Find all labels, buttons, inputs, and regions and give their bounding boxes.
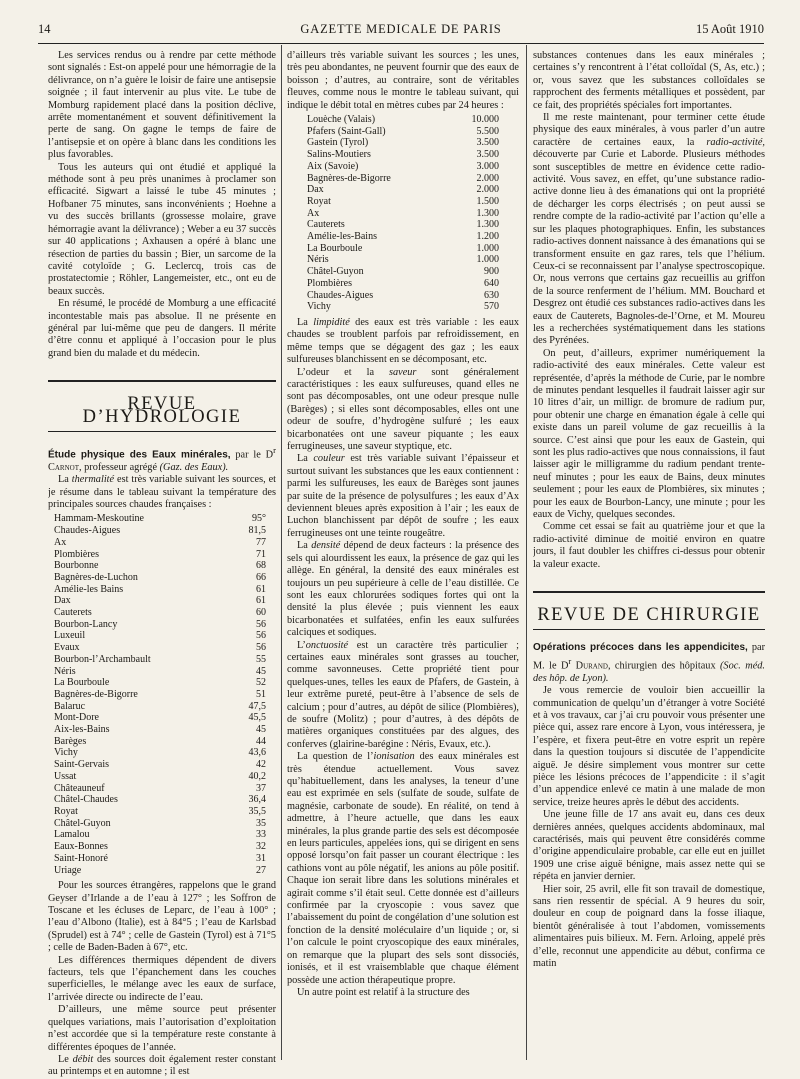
- source-name: Saint-Gervais: [54, 759, 109, 771]
- text-run: Il me reste maintenant, pour terminer cette étude physique des eaux minérales, à vous parler d’un autre caractère de certaines eaux, la: [533, 112, 765, 148]
- source-name: Bagnères-de-Bigorre: [54, 688, 138, 700]
- flow-table: [287, 114, 519, 313]
- paragraph: Un autre point est relatif à la structure des: [297, 986, 470, 998]
- source-value: 56: [256, 642, 266, 654]
- source-value: 33: [256, 829, 266, 841]
- paragraph: [533, 112, 765, 348]
- paragraph: [287, 540, 519, 639]
- source-value: 37: [256, 782, 266, 794]
- source-value: 66: [256, 571, 266, 583]
- table-row: [287, 301, 519, 313]
- table-row: [48, 794, 276, 806]
- source-value: 1.300: [476, 207, 499, 219]
- text-run: des eaux est très variable : les eaux chaudes se troublent parfois par refroidissement, en même temps que se dégagent des gaz ; les eaux sulfureuses blanchissent en se décomposant, etc.: [287, 316, 519, 366]
- source-value: 1.000: [476, 242, 499, 254]
- source-name: Châtel-Guyon: [54, 817, 111, 829]
- source-name: Bourbon-l’Archambault: [54, 653, 151, 665]
- source-name: Ax: [307, 207, 320, 219]
- text-run: est très variable suivant l’épaisseur et surtout suivant les substances que les eaux contiennent : parmi les sulfureuses, les eaux de Barèges sont jaunes par suite de la présence de polysulfures ; les eaux d’Ax deviennent bleues après exposition à l’air ; les eaux de Luchon blanchissent par dépôt de soufre ; les eaux ferrugineuses ont une teinte rougeâtre.: [287, 453, 519, 539]
- article-heading: [48, 444, 276, 474]
- text-run: La: [297, 453, 314, 465]
- source-name: Vichy: [54, 747, 78, 759]
- source-value: 32: [256, 841, 266, 853]
- author-name: Carnot: [48, 461, 79, 473]
- table-row: [48, 549, 276, 561]
- text-run: des sources doit également rester constant au printemps et en automne ; il est: [48, 1053, 276, 1078]
- paragraph: Hier soir, 25 avril, elle fit son travail de domestique, sans rien ressentir de spécial. A 9 heures du soir, douleur en coup de poignard dans la fosse iliaque, bientôt généralisée à tout l’abdomen, vomissements alimentaires puis bilieux. M. Fern. Arloing, appelé près d’elle, reconnut une appendicite au début, confirma ce matin: [533, 883, 765, 970]
- source-value: 1.200: [476, 231, 499, 243]
- source-value: 36,4: [248, 794, 266, 806]
- table-row: [287, 219, 519, 231]
- term: saveur: [388, 366, 417, 378]
- paragraph: En résumé, le procédé de Momburg a une efficacité incontestable mais pas absolue. Il ne présente en général par lui-même que peu de dangers. Il mérite d’être connu et appliqué à l’occasion pour le plus grand bien du malade et du médecin.: [48, 298, 276, 359]
- source-name: Plombières: [307, 277, 352, 289]
- paragraph: [287, 317, 519, 367]
- table-row: [287, 126, 519, 138]
- source-name: Aix (Savoie): [307, 160, 359, 172]
- source-name: Bagnères-de-Luchon: [54, 571, 138, 583]
- table-row: [48, 771, 276, 783]
- source-value: 31: [256, 852, 266, 864]
- table-row: [287, 137, 519, 149]
- running-header: [38, 22, 764, 38]
- source-name: Bourbon-Lancy: [54, 618, 118, 630]
- column-divider-1: [281, 45, 282, 1060]
- paragraph: [48, 474, 276, 511]
- table-row: [287, 173, 519, 185]
- source-value: 55: [256, 653, 266, 665]
- paragraph: [287, 367, 519, 454]
- source-name: Eaux-Bonnes: [54, 841, 108, 853]
- source-value: 42: [256, 759, 266, 771]
- source-value: 3.500: [476, 149, 499, 161]
- source-name: Saint-Honoré: [54, 852, 108, 864]
- title-abbrev: r: [568, 655, 572, 666]
- text-run: est très variable suivant les sources, et je résume dans le tableau suivant la température des principales sources chaudes françaises :: [48, 474, 276, 511]
- source-name: Balaruc: [54, 700, 86, 712]
- table-row: [48, 818, 276, 830]
- source-value: 68: [256, 560, 266, 572]
- paragraph: Comme cet essai se fait au quatrième jour et que la radio-activité diminue de moitié environ en quatre jours, il faut doubler les chiffres ci-dessus pour obtenir la valeur exacte.: [533, 521, 765, 570]
- table-row: [48, 666, 276, 678]
- table-row: [287, 278, 519, 290]
- article-source: (Soc. méd. des hôp. de Lyon).: [533, 660, 765, 684]
- article-byline: par M. le D: [533, 642, 765, 672]
- source-value: 56: [256, 630, 266, 642]
- table-row: [48, 783, 276, 795]
- table-row: [287, 161, 519, 173]
- source-value: 900: [484, 266, 499, 278]
- table-row: [48, 853, 276, 865]
- header-rule: [38, 43, 764, 44]
- table-row: [48, 724, 276, 736]
- source-name: Cauterets: [54, 607, 92, 619]
- article-heading: [533, 642, 765, 685]
- source-value: 1.000: [476, 254, 499, 266]
- source-name: Royat: [307, 195, 331, 207]
- source-name: Dax: [307, 184, 324, 196]
- source-value: 71: [256, 548, 266, 560]
- term: ionisation: [373, 751, 415, 763]
- source-name: Châtel-Guyon: [307, 266, 364, 278]
- table-row: [48, 642, 276, 654]
- text-run: des eaux minérales est très étendue actuellement. Vous savez qu’habituellement, dans les analyses, la teneur d’une eau est exprimée en sels (sulfate de soude, sulfate de magnésie, carbonate de soude). En réalité, on tend à admettre, à l’heure actuelle, que dans les eaux minérales, la plus grande partie des sels est décomposée en leurs particules, appelées ions, qui se dirigent en sens opposé lorsqu’on fait passer un courant électrique : les cathions vont au pôle négatif, les anions au pôle positif. Chaque ion serait libre dans les solutions minérales et agirait comme s’il était seul. Cette donnée est d’ailleurs confirmée par la cryoscopie : vous savez que l’abaissement du point de congélation d’une solution est fonction de la densité moléculaire d’un liquide ; or, si l’on calcule le point cryoscopique des eaux minérales, on remarque que la plupart des sels sont dissociés, ionisés, et il est vraisemblable que chaque élément possède une action thérapeutique propre.: [287, 751, 519, 986]
- table-row: [48, 689, 276, 701]
- table-row: [287, 196, 519, 208]
- table-row: [48, 537, 276, 549]
- article-source: (Gaz. des Eaux).: [159, 461, 229, 473]
- text-run: L’: [297, 639, 306, 651]
- source-name: Gastein (Tyrol): [307, 137, 369, 149]
- paragraph: [287, 751, 519, 987]
- paragraph: Les services rendus ou à rendre par cette méthode sont signalés : Est-on appelé pour une hémorragie de la délivrance, on n’a guère le loisir de faire une antisepsie soignée ; il faut intervenir au plus vite. Le tube de Momburg rapidement placé dans la position déclive, arrête momentanément et souvent définitivement la perte de sang. On gagne le temps de faire de l’antisepsie et on opère à blanc dans les conditions les plus favorables.: [48, 50, 276, 161]
- source-name: Lamalou: [54, 829, 90, 841]
- source-value: 60: [256, 607, 266, 619]
- paragraph: [287, 453, 519, 540]
- table-row: [48, 607, 276, 619]
- source-value: 40,2: [248, 770, 266, 782]
- source-value: 630: [484, 289, 499, 301]
- source-name: Chaudes-Aigues: [54, 525, 121, 537]
- table-row: [48, 736, 276, 748]
- paragraph: substances contenues dans les eaux minérales ; certaines s’y rencontrent à l’état colloïdal (S, As, etc.) ; or, vous savez que les substances colloïdales se rapprochent des ferments métalliques et possèdent, par ce fait, des propriétés spéciales fort importantes.: [533, 50, 765, 111]
- text-run: L’odeur et la: [297, 366, 389, 378]
- temperature-table: [48, 513, 276, 876]
- column-2: [287, 50, 519, 999]
- text-run: La: [297, 540, 312, 552]
- paragraph: D’ailleurs, une même source peut présenter quelques variations, mais l’autorisation d’exploitation n’est accordée que si la température reste constante à différentes époques de l’année.: [48, 1004, 276, 1053]
- source-name: Amélie-les-Bains: [307, 231, 377, 243]
- source-value: 56: [256, 618, 266, 630]
- source-value: 45: [256, 665, 266, 677]
- table-row: [48, 619, 276, 631]
- section-title-hydrologie: REVUE D’HYDROLOGIE: [48, 380, 276, 432]
- source-name: Uriage: [54, 864, 82, 876]
- source-name: Bagnères-de-Bigorre: [307, 172, 391, 184]
- journal-title: GAZETTE MEDICALE DE PARIS: [300, 22, 502, 36]
- source-name: Barèges: [54, 735, 87, 747]
- text-run: sont généralement caractéristiques : les eaux sulfureuses, quand elles ne sont pas décomposables, ont une odeur presque nulle (Barèges) ; si elles sont décomposables, elles ont une odeur de soufre, d’hydrogène sulfuré ; les eaux bicarbonatées ont une saveur piquante ; les eaux ferrugineuses, une saveur styptique, etc.: [287, 366, 519, 453]
- source-value: 1.500: [476, 195, 499, 207]
- table-row: [48, 865, 276, 877]
- table-row: [48, 560, 276, 572]
- table-row: [48, 513, 276, 525]
- source-name: Dax: [54, 595, 71, 607]
- source-name: Amélie-les Bains: [54, 583, 124, 595]
- source-value: 45: [256, 724, 266, 736]
- paragraph: On peut, d’ailleurs, exprimer numériquement la radio-activité des eaux minérales. Cette valeur est représentée, d’après la méthode de Curie, par le nombre de minutes pendant lesquelles il faudrait laisser agir sur 10 litres d’air, un milligr. de bromure de radium pur, pour obtenir une charge en émanation égale à celle qui existe dans un pareil volume de gaz recueillis à la source. C’est ainsi que pour les eaux de Gastein, qui sont les plus radio-actives que nous connaissions, il faut laisser agir le milligramme du radium pendant trente-neuf minutes ; pour les eaux de Bains, deux minutes seulement ; pour les eaux de Plombières, six minutes ; pour les eaux de Bourbon-Lancy, une minute ; pour les eaux de Vichy, quelques secondes.: [533, 347, 765, 521]
- source-name: Salins-Moutiers: [307, 149, 371, 161]
- author-name: Durand: [571, 660, 608, 672]
- source-value: 81,5: [248, 525, 266, 537]
- source-value: 2.000: [476, 184, 499, 196]
- source-value: 35,5: [248, 806, 266, 817]
- source-name: Aix-les-Bains: [54, 724, 110, 736]
- source-value: 35: [256, 817, 266, 829]
- article-title: Étude physique des Eaux minérales,: [48, 449, 231, 461]
- source-name: Royat: [54, 806, 78, 817]
- table-row: [48, 829, 276, 841]
- source-value: 47,5: [248, 700, 266, 712]
- source-value: 77: [256, 536, 266, 548]
- table-row: [287, 254, 519, 266]
- text-run: La question de l’: [297, 751, 374, 763]
- source-name: La Bourboule: [307, 242, 363, 254]
- source-value: 61: [256, 583, 266, 595]
- source-value: 5.500: [476, 125, 499, 137]
- table-row: [48, 712, 276, 724]
- source-name: Louèche (Valais): [307, 114, 376, 126]
- paragraph: [287, 640, 519, 752]
- text-run: découverte par Curie et Laborde. Plusieurs méthodes sont susceptibles de mettre en évidence cette radio-activité. Vous savez, en effet, qu’une substance radio-active donne lieu à des émanations qui ont la propriété de décharger les corps électrisés ; on peut aussi se rendre compte de la radio-activité par l’action qu’elle a sur les plaques photographiques. Enfin, les substances radio-actives donnent naissance à des émanations qui se transforment ensuite en gaz rares, tels que l’hélium. Ceux-ci se reconnaissent par l’analyse spectroscopique. Or, nous verrons que certains gaz recueillis au griffon de la source renferment de l’hélium. MM. Bouchard et Desgrez ont étudié ces substances radio-actives dans les eaux de Cauterets, Bagnoles-de-l’Orne, et M. Moureu les a recherchées systématiquement dans les stations des Pyrénées.: [533, 149, 765, 347]
- source-name: Bourbonne: [54, 560, 99, 572]
- source-value: 3.500: [476, 137, 499, 149]
- table-row: [48, 525, 276, 537]
- source-name: Evaux: [54, 642, 80, 654]
- source-name: Châtel-Chaudes: [54, 794, 118, 806]
- source-value: 10.000: [471, 114, 499, 126]
- source-name: Mont-Dore: [54, 712, 99, 724]
- text-run: dépend de deux facteurs : la présence des sels qui alourdissent les eaux, la présence de gaz qui les allège. En général, la densité des eaux minérales est toujours un peu supérieure à celle de l’eau distillée. Ce sont les eaux chlorurées sodiques fortes qui ont la densité la plus élevée ; puis viennent les eaux bicarbonatées et sulfatées, enfin les eaux sulfurées calciques et sodiques.: [287, 540, 519, 639]
- section-title-chirurgie: REVUE DE CHIRURGIE: [533, 591, 765, 630]
- term: couleur: [313, 453, 345, 465]
- table-row: [48, 759, 276, 771]
- page-number: 14: [38, 22, 51, 36]
- source-name: Hammam-Meskoutine: [54, 513, 144, 525]
- source-name: Cauterets: [307, 219, 345, 231]
- source-name: Néris: [307, 254, 329, 266]
- table-row: [287, 184, 519, 196]
- paragraph: Tous les auteurs qui ont étudié et appliqué la méthode sont à peu près unanimes à proclamer son efficacité. Sigwart a laissé le tube 45 minutes ; Hofbaner 75 minutes, sans inconvénients ; Hoehne a vu des succès brillants (grossesse molaire, grave hémorragie avant la délivrance) ; Weber a eu 37 succès sur 40 applications ; Axhausen a opéré à blanc une résection de parties du bassin ; Bier, un sarcome de la cavité cotyloïde ; G. Leclercq, trois cas de prostatectomie ; Röhler, Langemeister, etc., ont eu de beaux succès.: [48, 161, 276, 297]
- term: radio-activité,: [706, 136, 765, 148]
- term: débit: [72, 1053, 94, 1065]
- article-byline: par le D: [230, 449, 274, 461]
- source-name: Pfafers (Saint-Gall): [307, 125, 386, 137]
- author-role: , professeur agrégé: [78, 461, 160, 473]
- source-value: 570: [484, 301, 499, 313]
- table-row: [287, 266, 519, 278]
- table-row: [287, 243, 519, 255]
- source-value: 95°: [252, 513, 266, 525]
- source-value: 27: [256, 864, 266, 876]
- text-run: La: [297, 316, 314, 328]
- table-row: [287, 208, 519, 220]
- table-row: [287, 290, 519, 302]
- column-1: [48, 50, 276, 1079]
- source-name: La Bourboule: [54, 677, 110, 689]
- article-title: Opérations précoces dans les appendicites,: [533, 642, 748, 654]
- source-value: 3.000: [476, 160, 499, 172]
- source-name: Ussat: [54, 770, 77, 782]
- issue-date: 15 Août 1910: [695, 22, 764, 36]
- column-divider-2: [526, 45, 527, 1060]
- paragraph: d’ailleurs très variable suivant les sources ; les unes, très peu abondantes, ne peuvent fournir que des eaux de boisson ; d’autres, au contraire, sont de véritables fleuves, comme nous le montre le tableau suivant, qui indique le débit total en mètres cubes par 24 heures :: [287, 50, 519, 111]
- source-value: 1.300: [476, 219, 499, 231]
- term: thermalité: [71, 474, 115, 486]
- source-value: 45,5: [248, 712, 266, 724]
- table-row: [287, 149, 519, 161]
- author-role: , chirurgien des hôpitaux: [607, 660, 720, 672]
- table-row: [48, 677, 276, 689]
- table-row: [287, 231, 519, 243]
- table-row: [48, 654, 276, 666]
- source-value: 2.000: [476, 172, 499, 184]
- source-value: 640: [484, 277, 499, 289]
- table-row: [48, 747, 276, 759]
- paragraph: Une jeune fille de 17 ans avait eu, dans ces deux dernières années, quelques accidents abdominaux, mal caractérisés, mais qui peuvent être considérés comme d’origine appendiculaire probable, car elle eut en juillet 1909 une crise aiguë bénigne, mais assez nette qui se répéta en janvier dernier.: [533, 809, 765, 883]
- paragraph: Les différences thermiques dépendent de divers facteurs, tels que l’épanchement dans les couches superficielles, le mélange avec les eaux de surface, l’arrivée directe ou indirecte de l’eau.: [48, 954, 276, 1003]
- source-name: Chaudes-Aigues: [307, 289, 374, 301]
- table-row: [287, 114, 519, 126]
- table-row: [48, 701, 276, 713]
- text-run: Le: [58, 1053, 73, 1065]
- source-value: 52: [256, 677, 266, 689]
- source-value: 51: [256, 688, 266, 700]
- term: limpidité: [313, 316, 350, 328]
- source-name: Ax: [54, 536, 67, 548]
- column-3: [533, 50, 765, 970]
- source-name: Châteauneuf: [54, 782, 105, 794]
- source-name: Luxeuil: [54, 630, 86, 642]
- table-row: [48, 841, 276, 853]
- paragraph: Je vous remercie de vouloir bien accueillir la communication de quelqu’un d’étranger à votre Société et à vos travaux, car j’ai cru pouvoir vous présenter une pièce qui, assez rare encore à Lyon, vous intéressera, je l’espère, et fixera peut-être en votre esprit un repère dans la question toujours si discutée de l’appendicite aiguë. Je désire simplement vous montrer sur cette pièce les lésions précoces de l’appendicite : il s’agit d’un appendice enlevé ce matin à une malade de mon service, treize heures après le début des accidents.: [533, 685, 765, 808]
- table-row: [48, 806, 276, 818]
- source-name: Plombières: [54, 548, 99, 560]
- table-row: [48, 584, 276, 596]
- table-row: [48, 595, 276, 607]
- table-row: [48, 630, 276, 642]
- text-run: est un caractère très particulier ; certaines eaux minérales sont grasses au toucher, comme savonneuses. Cette propriété tient pour quelques-unes, telles les eaux de Pfafers, de Gastein, à leur extrême pureté, peut-être à l’absence de sels de calcium ; pour d’autres, au dépôt de silice (Plombières), de soufre (Molitz) ; pour d’autres, à des dépôts de matières organiques constituées par des algues, des conferves (glairine-barégine : Néris, Evaux, etc.).: [287, 639, 519, 750]
- source-name: Vichy: [307, 301, 331, 313]
- text-run: La: [58, 474, 72, 486]
- source-value: 43,6: [248, 747, 266, 759]
- title-abbrev: r: [273, 444, 276, 455]
- source-name: Néris: [54, 665, 76, 677]
- source-value: 44: [256, 735, 266, 747]
- table-row: [48, 572, 276, 584]
- paragraph: Pour les sources étrangères, rappelons que le grand Geyser d’Irlande a de l’eau à 127° ; les Soffron de Toscane et les écluses de Leparc, de l’eau à 100° ; l’eau d’Albono (Italie), est à 84°5 ; l’eau de Karlsbad (Sprudel) est à 74° ; celle de Gastein (Tyrol) est à 71°5 ; celle de Baden-Baden à 67°, etc.: [48, 880, 276, 954]
- source-value: 61: [256, 595, 266, 607]
- term: onctuosité: [305, 639, 349, 651]
- term: densité: [311, 540, 341, 552]
